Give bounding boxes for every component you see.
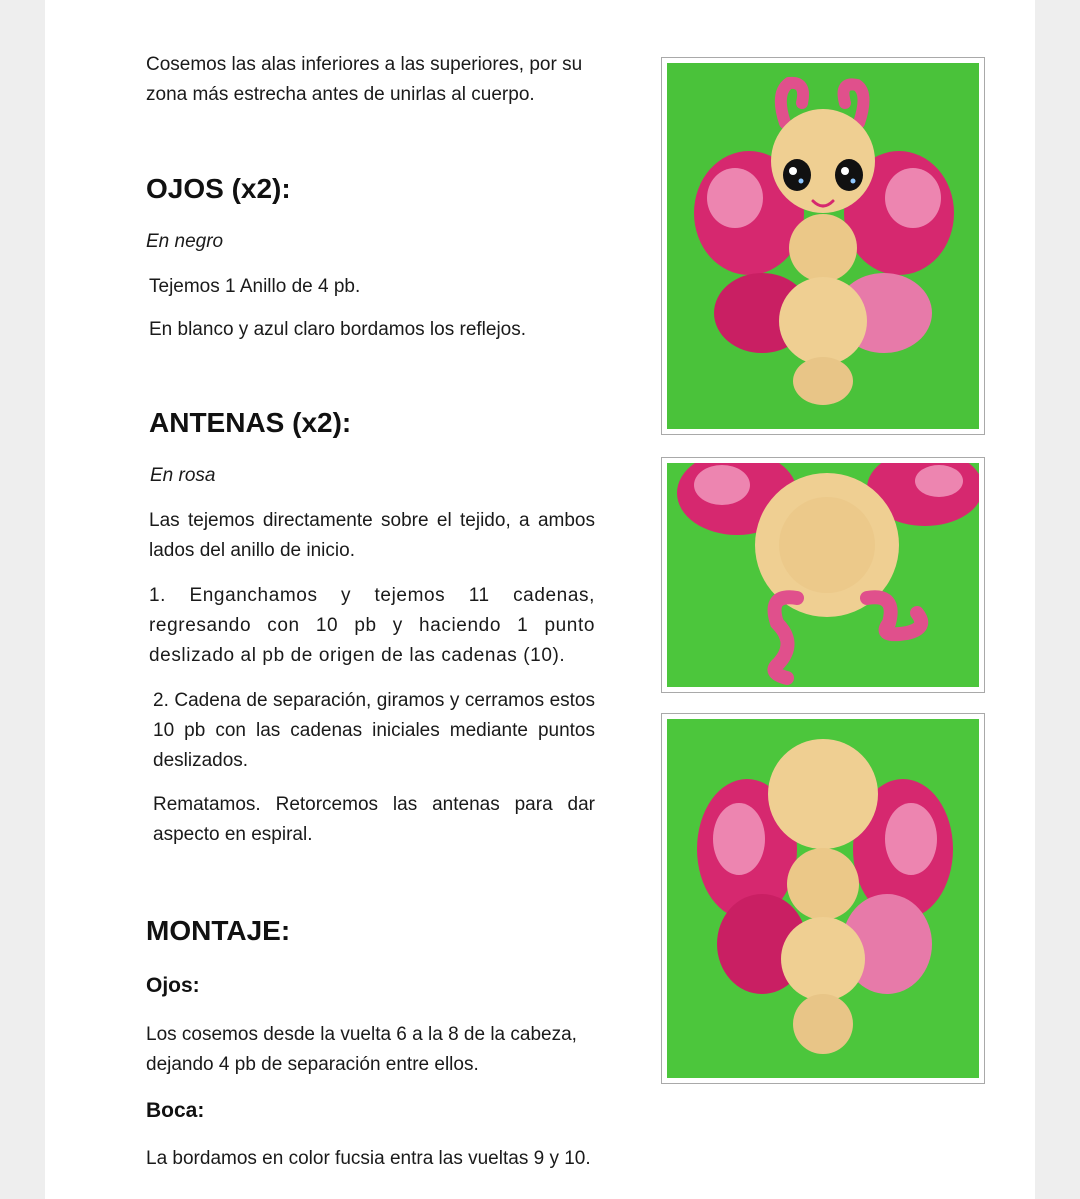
butterfly-front-photo xyxy=(661,57,985,435)
ojos-step-2: En blanco y azul claro bordamos los reflejos. xyxy=(149,319,527,340)
ojos-heading: OJOS (x2): xyxy=(146,173,291,204)
antenas-color-note: En rosa xyxy=(150,465,216,486)
montaje-ojos-subheading: Ojos: xyxy=(146,974,200,997)
ojos-step-1: Tejemos 1 Anillo de 4 pb. xyxy=(149,276,361,297)
butterfly-back-photo xyxy=(661,713,985,1084)
intro-paragraph: Cosemos las alas inferiores a las superiores, por su zona más estrecha antes de unirlas al cuerpo. xyxy=(146,54,583,105)
antenas-step-2: 2. Cadena de separación, giramos y cerramos estos 10 pb con las cadenas iniciales mediante puntos deslizados. xyxy=(153,690,595,771)
antenas-paragraph-1: Las tejemos directamente sobre el tejido, a ambos lados del anillo de inicio. xyxy=(149,510,595,561)
document-page xyxy=(45,0,1035,1199)
antenas-heading: ANTENAS (x2): xyxy=(149,407,352,438)
montaje-ojos-text: Los cosemos desde la vuelta 6 a la 8 de la cabeza, dejando 4 pb de separación entre ellos. xyxy=(146,1024,577,1075)
butterfly-closeup-antennae-photo xyxy=(661,457,985,693)
antenas-rematamos: Rematamos. Retorcemos las antenas para dar aspecto en espiral. xyxy=(153,794,595,845)
montaje-boca-subheading: Boca: xyxy=(146,1099,205,1122)
montaje-heading: MONTAJE: xyxy=(146,915,291,946)
ojos-color-note: En negro xyxy=(146,231,224,252)
antenas-step-1: 1. Enganchamos y tejemos 11 cadenas, regresando con 10 pb y haciendo 1 punto deslizado al pb de origen de las cadenas (10). xyxy=(149,585,595,666)
montaje-boca-text: La bordamos en color fucsia entra las vueltas 9 y 10. xyxy=(146,1148,591,1169)
